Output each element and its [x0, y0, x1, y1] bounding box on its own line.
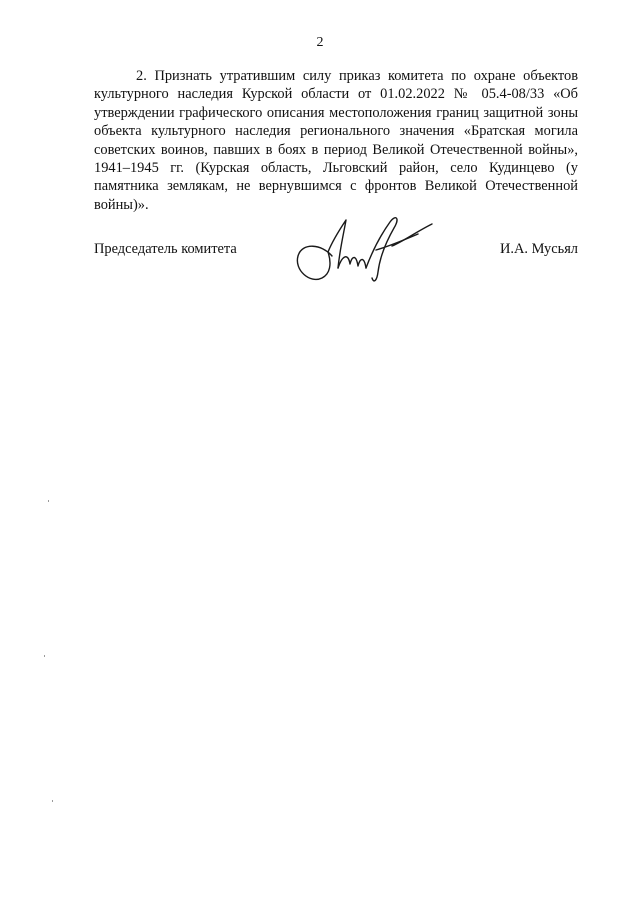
handwritten-signature-icon: [292, 212, 438, 290]
signer-name: И.А. Мусьял: [500, 241, 578, 257]
scan-speck: [48, 500, 49, 502]
page-number: 2: [316, 35, 324, 50]
scan-speck: [52, 800, 53, 802]
body-paragraph: 2. Признать утратившим силу приказ комитета по охране объектов культурного наследия Курской области от 01.02.2022 № 05.4-08/33 «Об утверждении графического описания местоположения границ защитной зоны объекта культурного наследия регионального значения «Братская могила советских воинов, павших в боях в период Великой Отечественной войны», 1941–1945 гг. (Курская область, Льговский район, село Кудинцево (у памятника землякам, не вернувшимся с фронтов Великой Отечественной войны)».: [94, 68, 578, 213]
signer-title: Председатель комитета: [94, 241, 237, 257]
scan-speck: [44, 655, 45, 657]
